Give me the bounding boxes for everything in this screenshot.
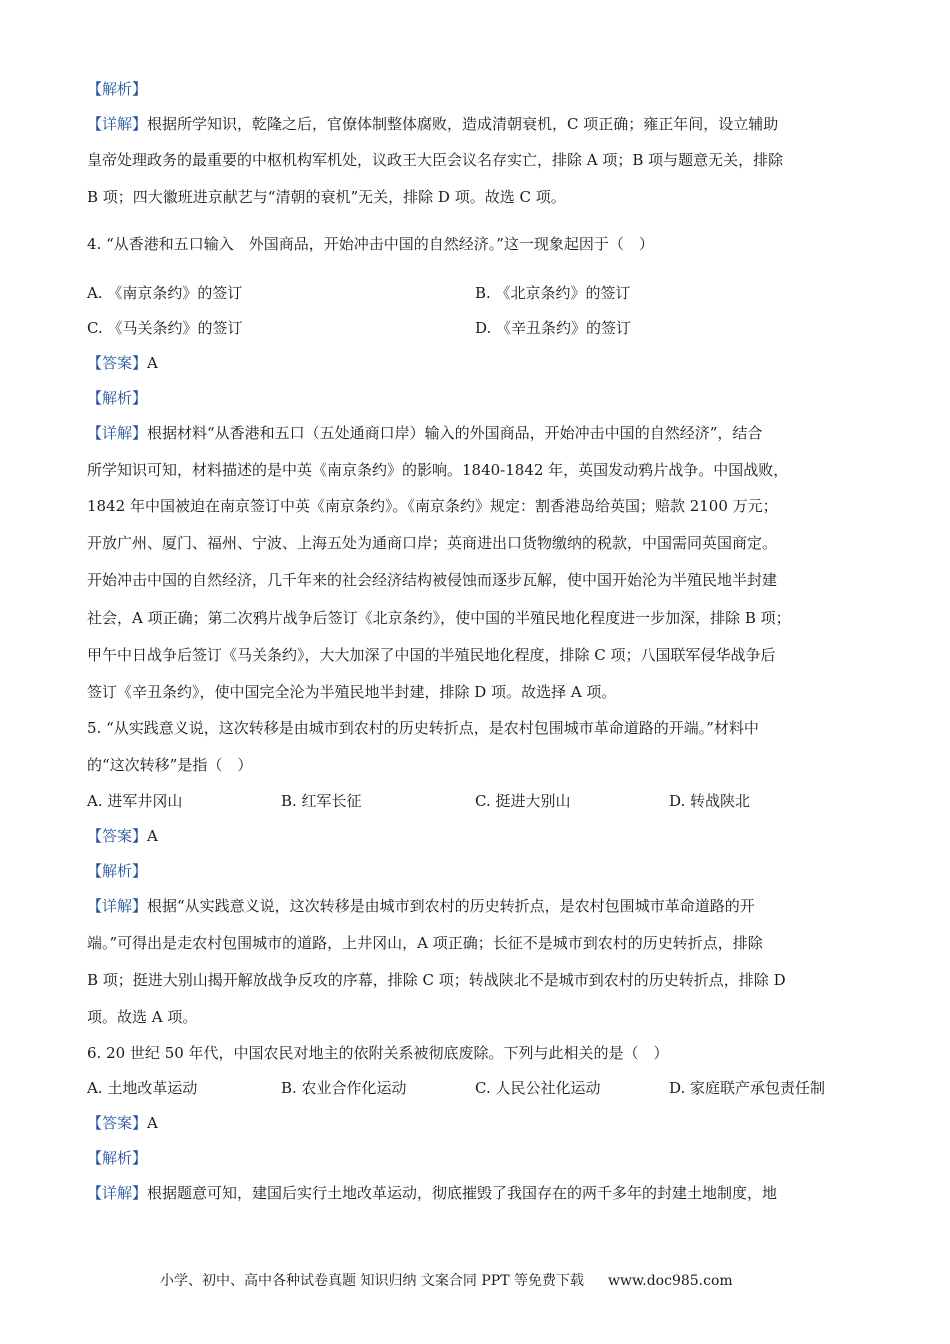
jiexi-label: 【解析】 — [87, 389, 148, 407]
detail-tag: 【详解】 — [87, 424, 148, 442]
option-a: A. 土地改革运动 — [87, 1079, 198, 1097]
detail-text: 根据题意可知，建国后实行土地改革运动，彻底摧毁了我国存在的两千多年的封建土地制度，地 — [147, 1184, 778, 1202]
detail-line: 项。故选 A 项。 — [87, 1008, 198, 1026]
option-b: B. 农业合作化运动 — [281, 1079, 407, 1097]
detail-line: B 项；挺进大别山揭开解放战争反攻的序幕，排除 C 项；转战陕北不是城市到农村的历史转折点，排除 D — [87, 971, 786, 989]
detail-tag: 【详解】 — [87, 1184, 148, 1202]
detail-line: 皇帝处理政务的最重要的中枢机构军机处，议政王大臣会议名存实亡，排除 A 项；B 项与题意无关，排除 — [87, 151, 784, 169]
option-d: D. 《辛丑条约》的签订 — [475, 319, 632, 337]
option-c: C. 挺进大别山 — [475, 792, 571, 810]
question-stem: 4. “从香港和五口输入 外国商品，开始冲击中国的自然经济。”这一现象起因于（ ） — [87, 235, 654, 253]
detail-line: 甲午中日战争后签订《马关条约》，大大加深了中国的半殖民地化程度，排除 C 项；八国联军侵华战争后 — [87, 646, 776, 664]
detail-tag: 【详解】 — [87, 897, 148, 915]
page-footer — [160, 1270, 733, 1290]
question-stem: 6. 20 世纪 50 年代，中国农民对地主的依附关系被彻底废除。下列与此相关的是（ ） — [87, 1044, 669, 1062]
jiexi-label: 【解析】 — [87, 80, 148, 98]
footer-url[interactable]: www.doc985.com — [607, 1273, 733, 1289]
option-b: B. 红军长征 — [281, 792, 362, 810]
detail-line: B 项；四大徽班进京献艺与“清朝的衰机”无关，排除 D 项。故选 C 项。 — [87, 188, 566, 206]
detail-line — [87, 1182, 777, 1203]
detail-text: 根据所学知识，乾隆之后，官僚体制整体腐败，造成清朝衰机，C 项正确；雍正年间，设立辅助 — [147, 115, 779, 133]
answer-tag: 【答案】 — [87, 354, 148, 372]
answer-value: A — [147, 354, 158, 372]
answer-tag: 【答案】 — [87, 827, 148, 845]
option-d: D. 转战陕北 — [669, 792, 751, 810]
detail-line: 开放广州、厦门、福州、宁波、上海五处为通商口岸；英商进出口货物缴纳的税款，中国需同英国商定。 — [87, 534, 778, 552]
detail-line — [87, 895, 755, 916]
detail-line: 社会，A 项正确；第二次鸦片战争后签订《北京条约》，使中国的半殖民地化程度进一步加深，排除 B 项； — [87, 609, 791, 627]
question-stem: 的“这次转移”是指（ ） — [87, 756, 253, 774]
answer-tag: 【答案】 — [87, 1114, 148, 1132]
detail-text: 根据材料“从香港和五口（五处通商口岸）输入的外国商品，开始冲击中国的自然经济”，结合 — [147, 424, 763, 442]
detail-line: 端。”可得出是走农村包围城市的道路，上井冈山，A 项正确；长征不是城市到农村的历史转折点，排除 — [87, 934, 763, 952]
footer-text: 小学、初中、高中各种试卷真题 知识归纳 文案合同 PPT 等免费下载 — [160, 1273, 584, 1289]
option-b: B. 《北京条约》的签订 — [475, 284, 631, 302]
detail-line — [87, 113, 778, 134]
detail-line: 1842 年中国被迫在南京签订中英《南京条约》。《南京条约》规定：割香港岛给英国；赔款 2100 万元； — [87, 497, 778, 515]
jiexi-label: 【解析】 — [87, 862, 148, 880]
jiexi-label: 【解析】 — [87, 1149, 148, 1167]
answer-line — [87, 352, 158, 373]
answer-value: A — [147, 1114, 158, 1132]
answer-value: A — [147, 827, 158, 845]
option-a: A. 《南京条约》的签订 — [87, 284, 243, 302]
option-a: A. 进军井冈山 — [87, 792, 183, 810]
option-c: C. 《马关条约》的签订 — [87, 319, 243, 337]
answer-line — [87, 1112, 158, 1133]
detail-line — [87, 422, 762, 443]
detail-text: 根据“从实践意义说，这次转移是由城市到农村的历史转折点，是农村包围城市革命道路的开 — [147, 897, 755, 915]
answer-line — [87, 825, 158, 846]
detail-tag: 【详解】 — [87, 115, 148, 133]
detail-line: 签订《辛丑条约》，使中国完全沦为半殖民地半封建，排除 D 项。故选择 A 项。 — [87, 683, 617, 701]
question-stem: 5. “从实践意义说，这次转移是由城市到农村的历史转折点，是农村包围城市革命道路的开端。”材料中 — [87, 719, 759, 737]
detail-line: 开始冲击中国的自然经济，几千年来的社会经济结构被侵蚀而逐步瓦解，使中国开始沦为半殖民地半封建 — [87, 571, 778, 589]
detail-line: 所学知识可知，材料描述的是中英《南京条约》的影响。1840-1842 年，英国发动鸦片战争。中国战败， — [87, 461, 789, 479]
option-c: C. 人民公社化运动 — [475, 1079, 601, 1097]
option-d: D. 家庭联产承包责任制 — [669, 1079, 826, 1097]
